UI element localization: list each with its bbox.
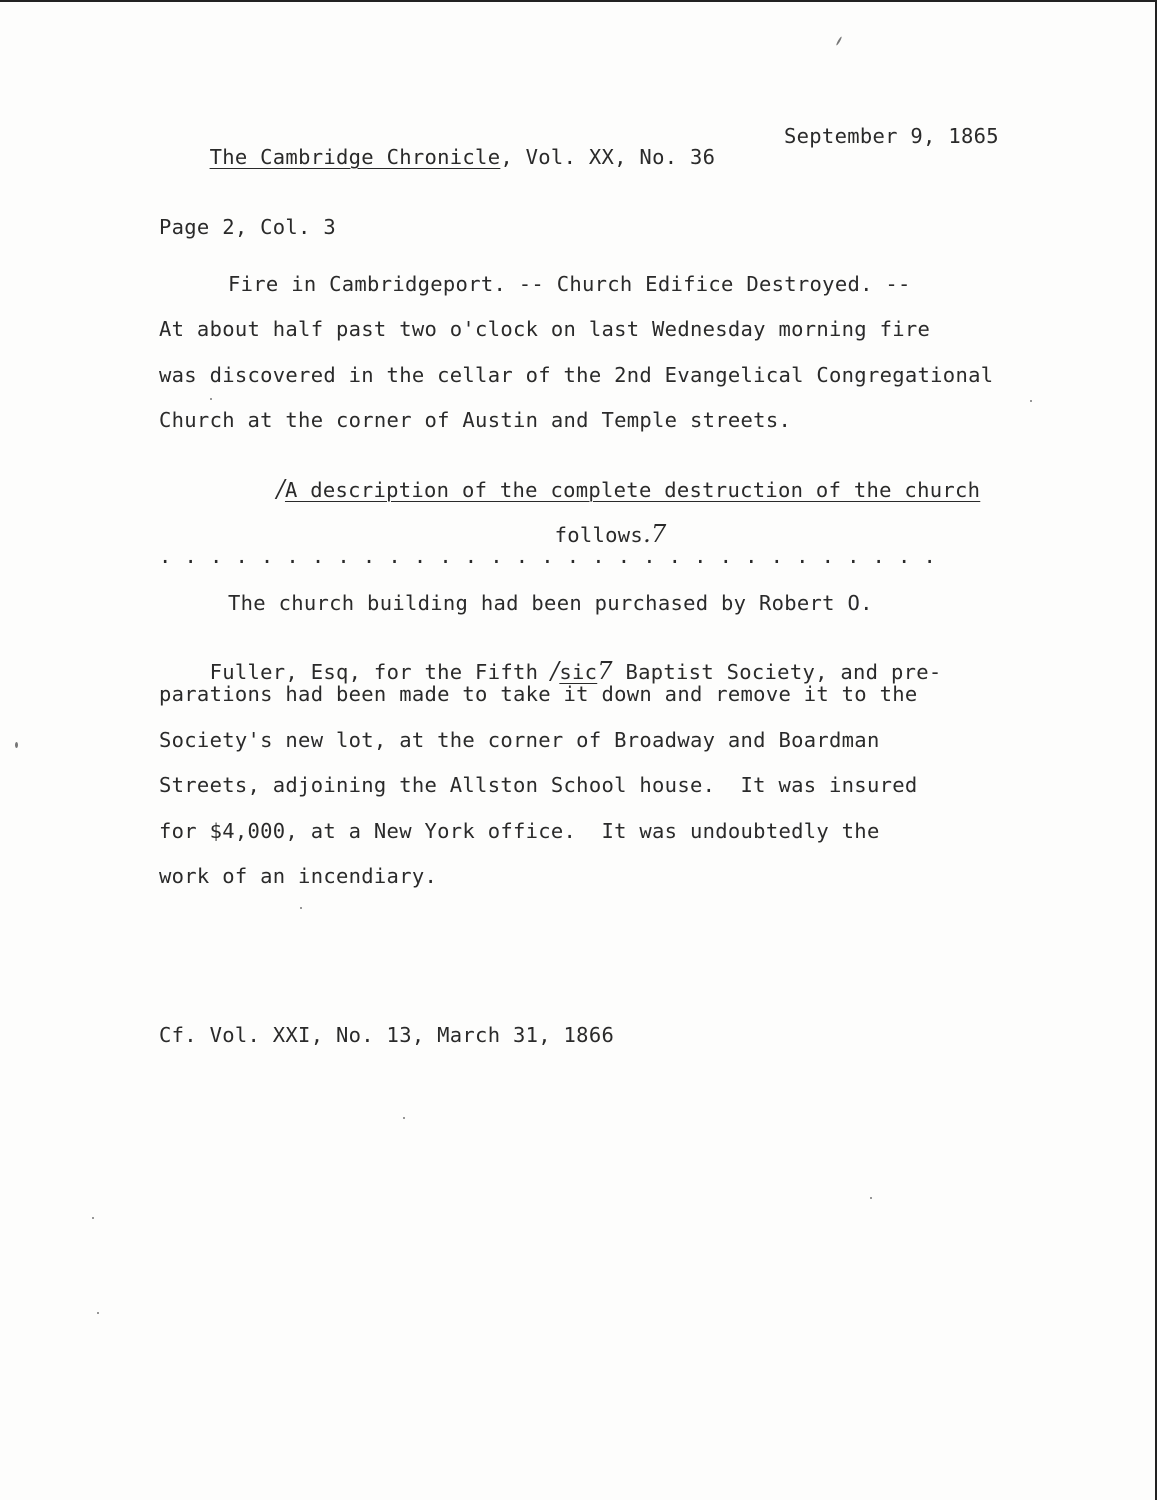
article-text: Fuller, Esq, for the Fifth [209,659,551,684]
article-line: was discovered in the cellar of the 2nd Evangelical Congregational [159,363,994,387]
article-line: At about half past two o'clock on last Wednesday morning fire [159,317,931,341]
article-line: work of an incendiary. [159,864,438,888]
scan-speck [92,1217,94,1219]
scan-speck [210,398,212,400]
dotted-separator: . . . . . . . . . . . . . . . . . . . . . . . . . . . . . . . [159,544,937,568]
page-column-reference: Page 2, Col. 3 [159,215,336,239]
article-line: for $4,000, at a New York office. It was undoubtedly the [159,819,880,843]
article-line: Society's new lot, at the corner of Broadway and Boardman [159,728,880,752]
scan-speck [15,742,18,748]
article-line: Church at the corner of Austin and Temple streets. [159,408,792,432]
header-line [159,126,715,188]
editorial-note-text: follows [554,522,644,547]
article-text: Baptist Society, and pre- [612,659,942,684]
scan-speck [300,907,302,909]
scan-speck [836,36,843,46]
article-line: Streets, adjoining the Allston School house. It was insured [159,773,918,797]
scan-speck [403,1117,405,1119]
editorial-note-text: A description of the complete destruction of the church [284,477,981,502]
article-line: parations had been made to take it down and remove it to the [159,682,918,706]
article-line: The church building had been purchased by Robert O. [228,591,873,615]
sic-note: sic [559,659,598,684]
bracket-close: 7 [597,656,613,685]
article-line: Fire in Cambridgeport. -- Church Edifice Destroyed. -- [228,272,911,296]
bracket-open: / [276,474,285,503]
bracket-open: / [550,656,560,685]
scan-speck [1030,400,1032,402]
issue-date: September 9, 1865 [784,124,999,148]
bracket-close: .7 [643,519,667,548]
publication-title: The Cambridge Chronicle [209,144,501,169]
scan-speck [870,1197,872,1199]
cross-reference: Cf. Vol. XXI, No. 13, March 31, 1866 [159,1023,615,1047]
volume-number: , Vol. XX, No. 36 [500,144,716,169]
scan-speck [97,1312,99,1314]
